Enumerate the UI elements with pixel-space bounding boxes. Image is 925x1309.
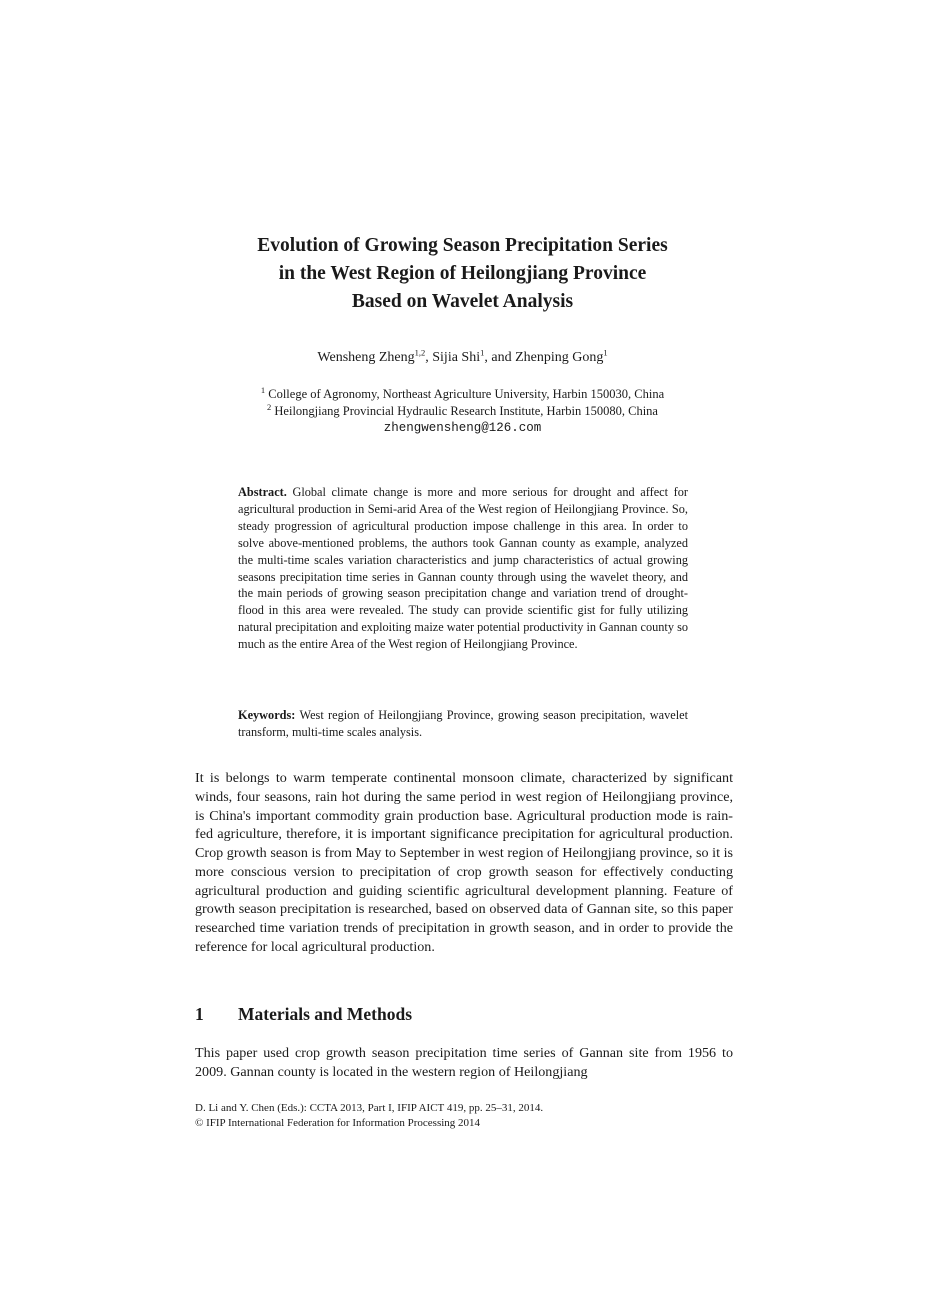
- title-line-2: in the West Region of Heilongjiang Province: [278, 263, 647, 284]
- copyright-footnote: [195, 1101, 543, 1131]
- author-3-affil-mark: 1: [603, 347, 608, 358]
- copyright-line: © IFIP International Federation for Information Processing 2014: [195, 1117, 481, 1129]
- keywords-text: West region of Heilongjiang Province, growing season precipitation, wavelet transform, multi-time scales analysis.: [238, 708, 688, 739]
- section-number: 1: [195, 1004, 204, 1024]
- section-1-heading: [195, 1004, 412, 1025]
- affiliation-1: [160, 386, 765, 403]
- title-line-1: Evolution of Growing Season Precipitation Series: [257, 235, 668, 256]
- author-1-name: Wensheng Zheng: [317, 350, 415, 365]
- abstract-label: Abstract.: [238, 485, 287, 499]
- author-3-name: Zhenping Gong: [515, 350, 604, 365]
- affiliation-1-mark: 1: [260, 384, 266, 395]
- author-list: [160, 347, 765, 366]
- abstract-text: Global climate change is more and more serious for drought and affect for agricultural production in Semi-arid Area of the West region of Heilongjiang Province. So, steady progression of agricultural production impose challenge in this area. In order to solve above-mentioned problems, the authors took Gannan county as example, analyzed the multi-time scales variation characteristics and jump characteristics of actual growing seasons precipitation time series in Gannan county through using the wavelet theory, and the main periods of growing season precipitation change and variation trend of drought-flood in this area were revealed. The study can provide scientific gist for fully utilizing natural precipitation and exploiting maize water potential productivity in Gannan county so much as the entire Area of the West region of Heilongjiang Province.: [238, 485, 688, 652]
- intro-paragraph: It is belongs to warm temperate continental monsoon climate, characterized by significant winds, four seasons, rain hot during the same period in west region of Heilongjiang province, is China's important commodity grain production base. Agricultural production mode is rain-fed agriculture, therefore, it is important significance precipitation for agricultural production. Crop growth season is from May to September in west region of Heilongjiang province, so it is more conscious version to precipitation of crop growth season for effectively conducting agricultural production and guiding scientific agricultural development planning. Feature of growth season precipitation is researched, based on observed data of Gannan site, so this paper researched time variation trends of precipitation in growth season, and in order to provide the reference for local agricultural production.: [195, 770, 733, 955]
- affiliation-1-text: College of Agronomy, Northeast Agriculture University, Harbin 150030, China: [268, 387, 665, 401]
- affiliation-2-text: Heilongjiang Provincial Hydraulic Research Institute, Harbin 150080, China: [274, 404, 658, 418]
- author-2-name: Sijia Shi: [432, 350, 481, 365]
- author-separator: , and: [484, 350, 516, 365]
- affiliation-2-mark: 2: [267, 401, 272, 412]
- author-1-affil-mark: 1,2: [414, 347, 426, 358]
- affiliation-2: [160, 403, 765, 420]
- author-separator: ,: [425, 350, 433, 365]
- paper-title: [160, 232, 765, 316]
- author-2-affil-mark: 1: [480, 347, 485, 358]
- author-email: zhengwensheng@126.com: [383, 421, 542, 435]
- section-title: Materials and Methods: [238, 1004, 413, 1024]
- affiliations: [160, 386, 765, 437]
- section-1-paragraph: This paper used crop growth season precipitation time series of Gannan site from 1956 to 2009. Gannan county is located in the western region of Heilongjiang: [195, 1045, 733, 1080]
- keywords-label: Keywords:: [238, 708, 296, 722]
- keywords: [238, 707, 688, 741]
- title-line-3: Based on Wavelet Analysis: [351, 291, 574, 312]
- citation-line: D. Li and Y. Chen (Eds.): CCTA 2013, Part I, IFIP AICT 419, pp. 25–31, 2014.: [195, 1102, 544, 1114]
- abstract: [238, 484, 688, 653]
